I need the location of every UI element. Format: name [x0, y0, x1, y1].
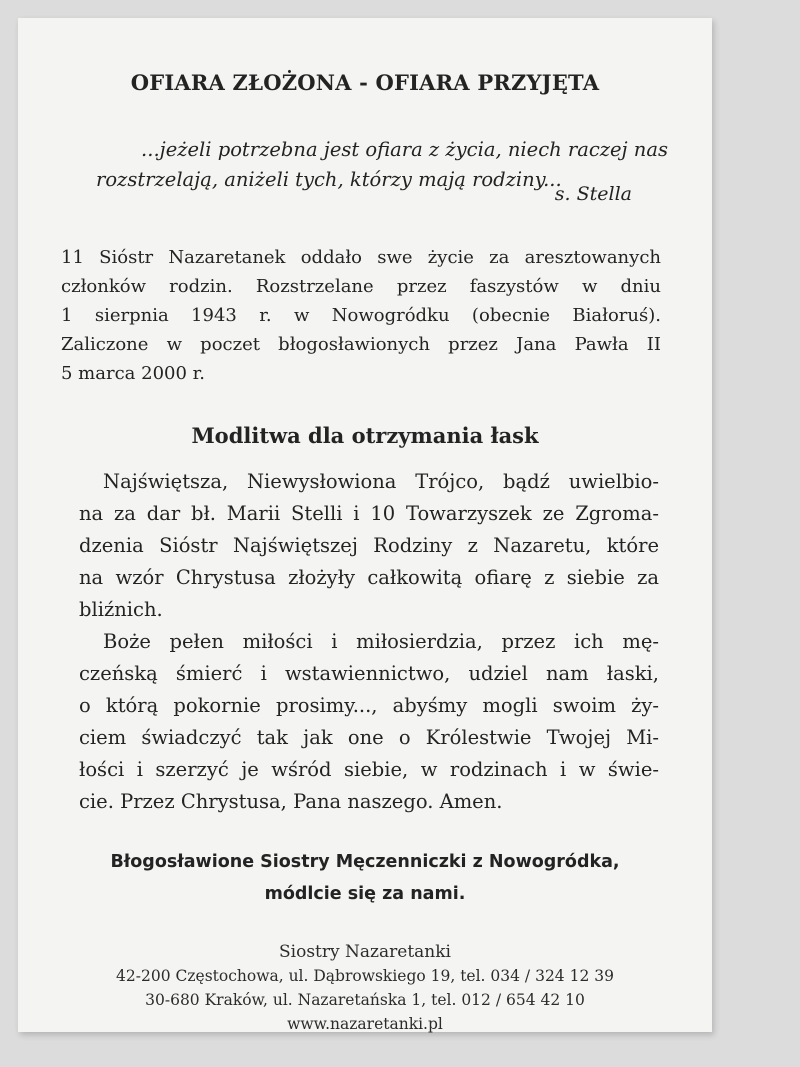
intro-line: 5 marca 2000 r. [61, 363, 205, 384]
quote-author: s. Stella [554, 183, 632, 205]
prayer-text [79, 466, 659, 818]
prayer-title: Modlitwa dla otrzymania łask [191, 423, 539, 448]
prayer-line: łości i szerzyć je wśród siebie, w rodzinach i w świe- [79, 758, 659, 781]
closing-line: Błogosławione Siostry Męczenniczki z Nowogródka, [110, 852, 620, 872]
prayer-line: bliźnich. [79, 598, 163, 621]
prayer-line: Najświętsza, Niewysłowiona Trójco, bądź uwielbio- [103, 470, 659, 493]
prayer-line: dzenia Sióstr Najświętszej Rodziny z Nazaretu, które [79, 534, 659, 557]
footer-contact [18, 940, 712, 1036]
footer-address-czestochowa: 42-200 Częstochowa, ul. Dąbrowskiego 19, tel. 034 / 324 12 39 [116, 967, 614, 985]
card-title: OFIARA ZŁOŻONA - OFIARA PRZYJĘTA [130, 70, 600, 95]
prayer-card [18, 18, 712, 1032]
footer-address-krakow: 30-680 Kraków, ul. Nazaretańska 1, tel. 012 / 654 42 10 [145, 991, 585, 1009]
prayer-line: na wzór Chrystusa złożyły całkowitą ofiarę z siebie za [79, 566, 659, 589]
intro-line: 11 Sióstr Nazaretanek oddało swe życie za aresztowanych [61, 247, 661, 268]
quote-line-1: ...jeżeli potrzebna jest ofiara z życia, niech raczej nas [141, 138, 668, 161]
prayer-line: Boże pełen miłości i miłosierdzia, przez ich mę- [103, 630, 659, 653]
intro-line: 1 sierpnia 1943 r. w Nowogródku (obecnie Białoruś). [61, 305, 661, 326]
prayer-line: ciem świadczyć tak jak one o Królestwie Twojej Mi- [79, 726, 659, 749]
intro-line: członków rodzin. Rozstrzelane przez faszystów w dniu [61, 276, 661, 297]
quote-line-2: rozstrzelają, aniżeli tych, którzy mają rodziny... [96, 168, 562, 191]
prayer-line: o którą pokornie prosimy..., abyśmy mogli swoim ży- [79, 694, 659, 717]
closing-invocation [18, 846, 712, 910]
intro-paragraph [61, 243, 661, 388]
footer-website: www.nazaretanki.pl [287, 1015, 443, 1033]
prayer-line: czeńską śmierć i wstawiennictwo, udziel nam łaski, [79, 662, 659, 685]
prayer-line: na za dar bł. Marii Stelli i 10 Towarzyszek ze Zgroma- [79, 502, 659, 525]
footer-org: Siostry Nazaretanki [279, 942, 451, 962]
prayer-line: cie. Przez Chrystusa, Pana naszego. Amen. [79, 790, 503, 813]
intro-line: Zaliczone w poczet błogosławionych przez Jana Pawła II [61, 334, 661, 355]
closing-line: módlcie się za nami. [264, 884, 466, 904]
